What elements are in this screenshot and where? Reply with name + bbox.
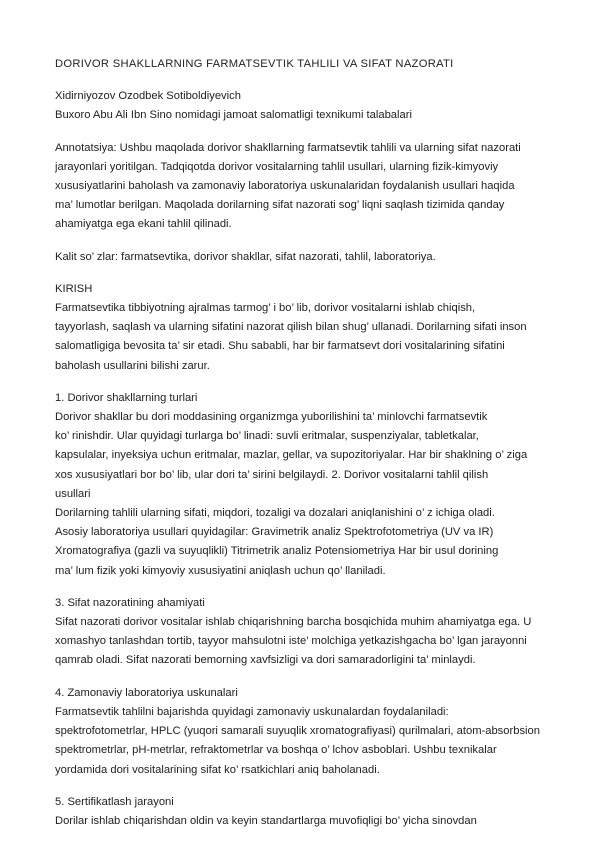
annotation-paragraph <box>55 139 555 235</box>
keywords-paragraph <box>55 248 555 267</box>
intro-line: baholash usullarini bilishi zarur. <box>55 359 210 372</box>
section-1-line: xos xususiyatlari bor bo’ lib, ular dori ta’ sirini belgilaydi. 2. Dorivor vositalarni tahlil qilish <box>55 468 489 481</box>
document-page <box>55 55 555 844</box>
section-1-line: usullari <box>55 487 91 500</box>
keywords-line: Kalit so’ zlar: farmatsevtika, dorivor shakllar, sifat nazorati, tahlil, laboratoriya. <box>55 250 436 263</box>
section-4-line: yordamida dori vositalarining sifat ko’ rsatkichlari aniq baholanadi. <box>55 763 380 776</box>
section-1-line: Xromatografiya (gazli va suyuqlikli) Titrimetrik analiz Potensiometriya Har bir usul dorining <box>55 545 499 558</box>
section-4-line: Farmatsevtik tahlilni bajarishda quyidagi zamonaviy uskunalardan foydalaniladi: <box>55 705 449 718</box>
intro-line: Farmatsevtika tibbiyotning ajralmas tarmog’ i bo’ lib, dorivor vositalarni ishlab chiqish, <box>55 302 476 315</box>
section-1-line: ma’ lum fizik yoki kimyoviy xususiyatini aniqlash uchun qo’ llaniladi. <box>55 564 386 577</box>
section-1-line: Dorilarning tahlili ularning sifati, miqdori, tozaligi va dozalari aniqlanishini o’ z ichiga oladi. <box>55 507 495 520</box>
section-5-heading: 5. Sertifikatlash jarayoni <box>55 795 174 808</box>
intro-section <box>55 280 555 376</box>
section-4-heading: 4. Zamonaviy laboratoriya uskunalari <box>55 686 238 699</box>
annotation-line: ma’ lumotlar berilgan. Maqolada dorilarning sifat nazorati sog’ liqni saqlash tizimida qanday <box>55 199 505 212</box>
author-block <box>55 87 555 125</box>
section-1-heading: 1. Dorivor shakllarning turlari <box>55 391 198 404</box>
section-5 <box>55 793 555 831</box>
document-title: DORIVOR SHAKLLARNING FARMATSEVTIK TAHLILI VA SIFAT NAZORATI <box>55 58 454 70</box>
annotation-line: xususiyatlarini baholash va zamonaviy laboratoriya uskunalaridan foydalanish usullari haqida <box>55 180 515 193</box>
section-1-line: Asosiy laboratoriya usullari quyidagilar: Gravimetrik analiz Spektrofotometriya (UV va IR) <box>55 526 494 539</box>
section-3-line: Sifat nazorati dorivor vositalar ishlab chiqarishning barcha bosqichida muhim ahamiyatga ega. U <box>55 616 532 629</box>
intro-heading: KIRISH <box>55 282 93 295</box>
intro-line: salomatligiga bevosita ta’ sir etadi. Shu sababli, har bir farmatsevt dori vositalarining sifatini <box>55 340 505 353</box>
section-1 <box>55 389 555 581</box>
section-4-line: spektrofotometrlar, HPLC (yuqori samarali suyuqlik xromatografiyasi) qurilmalari, atom-absorbsion <box>55 725 540 738</box>
author-affiliation: Buxoro Abu Ali Ibn Sino nomidagi jamoat salomatligi texnikumi talabalari <box>55 109 412 122</box>
section-1-line: kapsulalar, inyeksiya uchun eritmalar, mazlar, gellar, va supozitoriyalar. Har bir shaklning o’ ziga <box>55 449 528 462</box>
intro-line: tayyorlash, saqlash va ularning sifatini nazorat qilish bilan shug’ ullanadi. Dorilarning sifati inson <box>55 321 527 334</box>
section-5-line: Dorilar ishlab chiqarishdan oldin va keyin standartlarga muvofiqligi bo’ yicha sinovdan <box>55 814 477 827</box>
section-3-heading: 3. Sifat nazoratining ahamiyati <box>55 596 205 609</box>
annotation-line: ahamiyatga ega ekani tahlil qilinadi. <box>55 218 232 231</box>
section-4 <box>55 684 555 780</box>
author-name: Xidirniyozov Ozodbek Sotiboldiyevich <box>55 90 241 103</box>
section-4-line: spektrometrlar, pH-metrlar, refraktometrlar va boshqa o’ lchov asboblari. Ushbu texnikalar <box>55 744 497 757</box>
section-3 <box>55 594 555 671</box>
annotation-line: jarayonlari yoritilgan. Tadqiqotda dorivor vositalarning tahlil usullari, ularning fizik-kimyoviy <box>55 160 499 173</box>
section-1-line: Dorivor shakllar bu dori moddasining organizmga yuborilishini ta’ minlovchi farmatsevtik <box>55 411 488 424</box>
annotation-line: Annotatsiya: Ushbu maqolada dorivor shakllarning farmatsevtik tahlili va ularning sifat nazorati <box>55 141 521 154</box>
section-3-line: xomashyo tanlashdan tortib, tayyor mahsulotni iste’ molchiga yetkazishgacha bo’ lgan jarayonni <box>55 635 527 648</box>
section-3-line: qamrab oladi. Sifat nazorati bemorning xavfsizligi va dori samaradorligini ta’ minlaydi. <box>55 654 476 667</box>
section-1-line: ko’ rinishdir. Ular quyidagi turlarga bo’ linadi: suvli eritmalar, suspenziyalar, tabletkalar, <box>55 430 479 443</box>
